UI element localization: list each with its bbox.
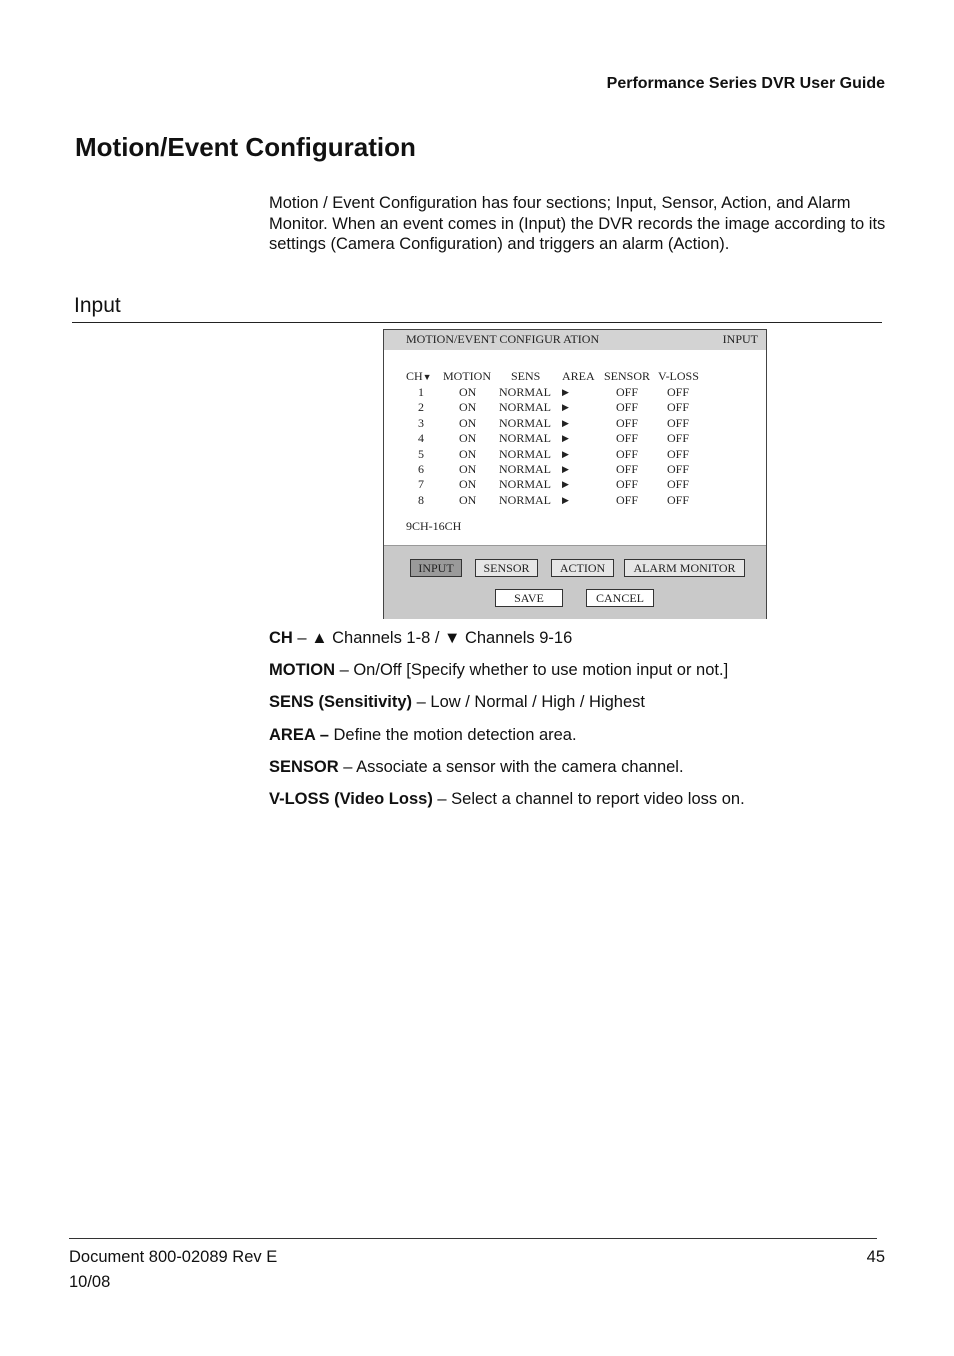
area-arrow-icon[interactable]: ▶ [562,433,569,444]
page-title: Motion/Event Configuration [75,132,416,162]
section-title: Input [74,294,121,317]
document-date: 10/08 [69,1273,111,1291]
sensor-value[interactable]: OFF [616,462,639,476]
motion-value[interactable]: ON [459,446,477,461]
definition-area: AREA – Define the motion detection area. [269,726,577,744]
channel-number: 1 [418,385,424,399]
motion-value[interactable]: ON [459,462,477,476]
sensitivity-value[interactable]: NORMAL [499,385,552,399]
definition-term: MOTION [269,661,335,679]
sensor-value[interactable]: OFF [616,492,639,507]
section-divider [72,322,882,323]
vloss-value[interactable]: OFF [667,477,690,492]
sensor-value[interactable]: OFF [616,431,639,446]
intro-paragraph: Motion / Event Configuration has four sections; Input, Sensor, Action, and Alarm Monitor. When an event comes in (Input) the DVR records the image according to its settings (Camera Configuration) and triggers an alarm (Action). [269,194,886,253]
tab-alarm-monitor[interactable]: ALARM MONITOR [624,559,745,577]
column-header-sensor: SENSOR [604,369,651,383]
vloss-value[interactable]: OFF [667,492,690,507]
channel-number: 2 [418,400,424,415]
definition-motion: MOTION – On/Off [Specify whether to use motion input or not.] [269,661,729,679]
sensitivity-value[interactable]: NORMAL [499,400,552,415]
column-header-vloss: V-LOSS [658,369,699,383]
area-arrow-icon[interactable]: ▶ [562,417,569,428]
sensitivity-value[interactable]: NORMAL [499,446,552,461]
column-header-area: AREA [562,369,595,383]
definition-sensor: SENSOR – Associate a sensor with the camera channel. [269,758,684,776]
channel-number: 5 [418,446,424,461]
tab-input[interactable]: INPUT [410,559,462,577]
sensitivity-value[interactable]: NORMAL [499,431,552,446]
cancel-button[interactable]: CANCEL [586,589,654,607]
triangle-up-icon: ▲ [311,629,328,647]
vloss-value[interactable]: OFF [667,415,690,430]
sensor-value[interactable]: OFF [616,415,639,430]
motion-value[interactable]: ON [459,415,477,430]
document-number: Document 800-02089 Rev E [69,1248,278,1266]
definition-ch: CH – ▲ Channels 1-8 / ▼ Channels 9-16 [269,629,573,647]
sensitivity-value[interactable]: NORMAL [499,462,552,476]
dvr-active-section: INPUT [722,332,758,346]
vloss-value[interactable]: OFF [667,431,690,446]
column-header-sens: SENS [511,369,541,383]
tab-sensor[interactable]: SENSOR [475,559,538,577]
triangle-down-icon: ▼ [422,372,432,382]
definition-term: SENSOR [269,758,339,776]
dvr-screen-title: MOTION/EVENT CONFIGUR ATION [406,332,600,346]
page-number: 45 [866,1248,885,1266]
area-arrow-icon[interactable]: ▶ [562,402,569,413]
save-button[interactable]: SAVE [495,589,563,607]
running-header: Performance Series DVR User Guide [606,75,885,92]
sensor-value[interactable]: OFF [616,446,639,461]
channel-range-link[interactable]: 9CH-16CH [406,519,462,533]
motion-value[interactable]: ON [459,400,477,415]
motion-value[interactable]: ON [459,431,477,446]
sensor-value[interactable]: OFF [616,385,639,399]
triangle-down-icon: ▼ [444,629,461,647]
dvr-button-bar [384,545,766,619]
definition-sens: SENS (Sensitivity) – Low / Normal / High / Highest [269,693,645,711]
dvr-config-screen [383,329,767,619]
motion-value[interactable]: ON [459,385,477,399]
footer-divider [69,1238,877,1239]
area-arrow-icon[interactable]: ▶ [562,479,569,490]
area-arrow-icon[interactable]: ▶ [562,448,569,459]
vloss-value[interactable]: OFF [667,446,690,461]
channel-number: 4 [418,431,424,446]
definition-term: SENS (Sensitivity) [269,693,413,711]
area-arrow-icon[interactable]: ▶ [562,494,569,505]
tab-action[interactable]: ACTION [551,559,614,577]
channel-number: 7 [418,477,424,492]
vloss-value[interactable]: OFF [667,462,690,476]
sensitivity-value[interactable]: NORMAL [499,477,552,492]
area-arrow-icon[interactable]: ▶ [562,464,569,474]
dvr-title-bar [384,330,766,350]
definition-term: V-LOSS (Video Loss) [269,790,433,808]
sensor-value[interactable]: OFF [616,477,639,492]
channel-number: 8 [418,492,424,507]
motion-value[interactable]: ON [459,492,477,507]
vloss-value[interactable]: OFF [667,400,690,415]
definition-term: AREA – [269,726,329,744]
definition-vloss: V-LOSS (Video Loss) – Select a channel to report video loss on. [269,790,745,808]
area-arrow-icon[interactable]: ▶ [562,387,569,397]
sensor-value[interactable]: OFF [616,400,639,415]
channel-number: 6 [418,462,424,476]
definition-term: CH [269,629,293,647]
sensitivity-value[interactable]: NORMAL [499,415,552,430]
channel-number: 3 [418,415,424,430]
column-header-ch[interactable]: CH▼ [406,369,432,383]
sensitivity-value[interactable]: NORMAL [499,492,552,507]
vloss-value[interactable]: OFF [667,385,690,399]
column-header-motion: MOTION [443,369,491,383]
motion-value[interactable]: ON [459,477,477,492]
